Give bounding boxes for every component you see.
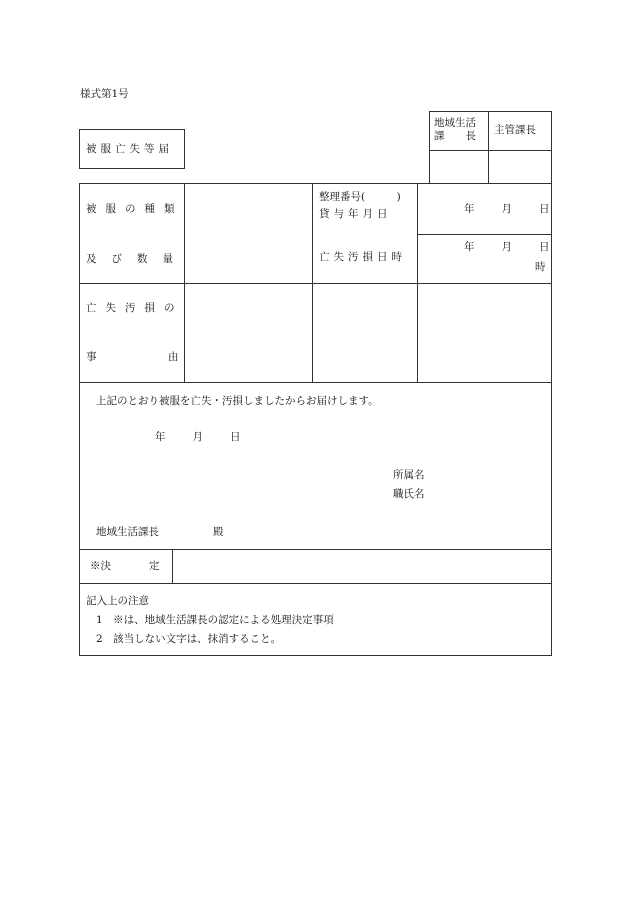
reason-label-2a: 事	[86, 351, 97, 363]
loan-date-value: 年 月 日	[464, 203, 552, 215]
row-divider-3	[79, 382, 552, 383]
affiliation-label: 所属名	[393, 469, 425, 481]
approval-col1-line1: 地域生活	[434, 117, 476, 129]
approval-col1-line2: 課 長	[434, 130, 476, 142]
col-divider-3	[417, 183, 418, 382]
form-number: 様式第1号	[80, 88, 129, 100]
honorific: 殿	[213, 526, 224, 538]
decision-divider	[172, 549, 173, 583]
clothing-type-label-1: 被服の種類	[86, 203, 184, 215]
declaration-date: 年 月 日	[155, 431, 243, 443]
approval-divider-h	[429, 150, 552, 151]
reason-label-2b: 由	[168, 351, 179, 363]
declaration-statement: 上記のとおり被服を亡失・汚損しましたからお届けします。	[96, 395, 379, 407]
form-title: 被服亡失等届	[86, 143, 173, 155]
clothing-type-label-2	[86, 253, 188, 265]
loss-datetime-label: 亡失汚損日時	[319, 251, 406, 263]
col-divider-1	[184, 183, 185, 382]
notes-item-2: 2 該当しない文字は、抹消すること。	[96, 633, 282, 645]
loan-date-label: 貸与年月日	[319, 208, 392, 220]
reason-label-1: 亡失汚損の	[86, 302, 184, 314]
row-divider-2	[79, 283, 552, 284]
decision-label-mark: ※決	[90, 560, 111, 572]
decision-label-char: 定	[149, 560, 160, 572]
clothing-type-label-2-text: 及び数量	[86, 253, 188, 265]
approval-divider-v	[488, 111, 489, 184]
notes-heading: 記入上の注意	[86, 595, 149, 607]
approval-col2: 主管課長	[494, 124, 536, 136]
row-divider-1	[417, 234, 552, 235]
loss-datetime-hour: 時	[535, 261, 546, 273]
col-divider-2	[312, 183, 313, 382]
name-label: 職氏名	[393, 488, 425, 500]
loss-datetime-value: 年 月 日	[464, 241, 552, 253]
addressee: 地域生活課長	[96, 526, 159, 538]
row-divider-5	[79, 583, 552, 584]
mgmt-number-label: 整理番号( )	[319, 191, 401, 203]
row-divider-4	[79, 549, 552, 550]
notes-item-1: 1 ※は、地域生活課長の認定による処理決定事項	[96, 614, 334, 626]
